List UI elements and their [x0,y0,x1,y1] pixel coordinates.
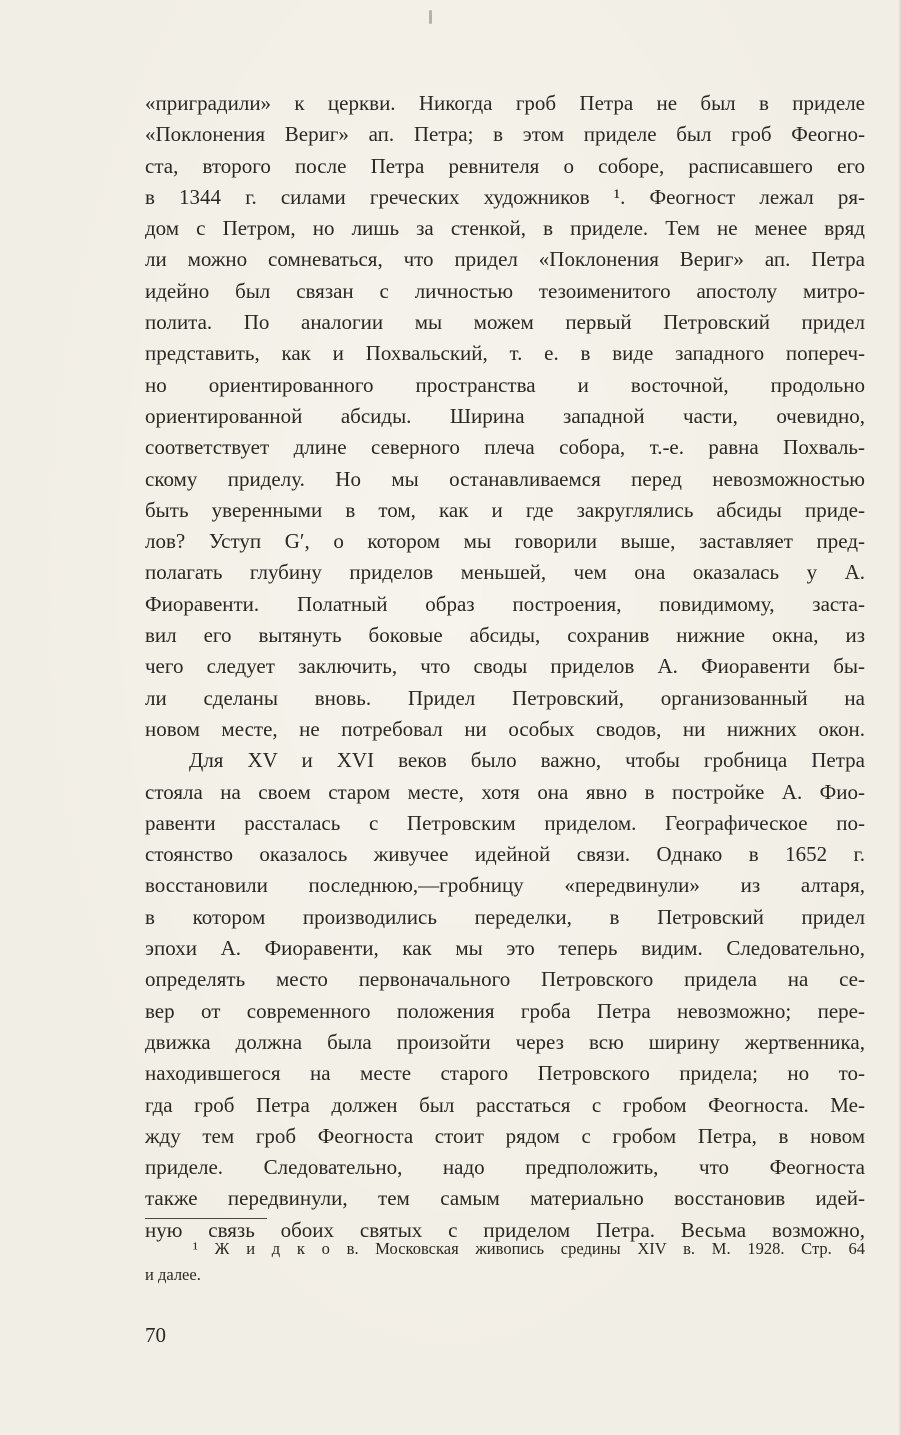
text-line: движка должна была произойти через всю ширину жертвенника, [145,1029,865,1054]
page-number: 70 [145,1323,166,1347]
text-line: приделе. Следовательно, надо предположить, что Феогноста [145,1155,865,1180]
text-line: ориентированной абсиды. Ширина западной части, очевидно, [145,403,865,428]
text-line: Фиоравенти. Полатный образ построения, повидимому, заста- [145,591,865,616]
text-line: ста, второго после Петра ревнителя о соборе, расписавшего его [145,153,865,178]
text-line: ную связь обоих святых с приделом Петра. Весьма возможно, [145,1217,865,1242]
text-line: скому приделу. Но мы останавливаемся перед невозможностью [145,466,865,491]
text-line: эпохи А. Фиоравенти, как мы это теперь видим. Следовательно, [145,936,865,961]
text-line: ли сделаны вновь. Придел Петровский, организованный на [145,685,865,710]
text-line: ли можно сомневаться, что придел «Поклонения Вериг» ап. Петра [145,247,865,272]
text-line: жду тем гроб Феогноста стоит рядом с гробом Петра, в новом [145,1123,865,1148]
text-line: вил его вытянуть боковые абсиды, сохранив нижние окна, из [145,623,865,648]
paper-speck [429,10,432,24]
text-line: стояла на своем старом месте, хотя она явно в постройке А. Фио- [145,779,865,804]
text-line: новом месте, не потребовал ни особых сводов, ни нижних окон. [145,716,865,741]
text-line: чего следует заключить, что своды приделов А. Фиоравенти бы- [145,654,865,679]
text-line: лов? Уступ G′, о котором мы говорили выше, заставляет пред- [145,529,865,554]
text-line: но ориентированного пространства и восточной, продольно [145,372,865,397]
text-line: быть уверенными в том, как и где закруглялись абсиды приде- [145,497,865,522]
text-line: гда гроб Петра должен был расстаться с гробом Феогноста. Ме- [145,1092,865,1117]
text-line: представить, как и Похвальский, т. е. в виде западного попереч- [145,341,865,366]
text-line: соответствует длине северного плеча собора, т.-е. равна Похваль- [145,435,865,460]
text-line: «Поклонения Вериг» ап. Петра; в этом приделе был гроб Феогно- [145,122,865,147]
text-line: дом с Петром, но лишь за стенкой, в приделе. Тем не менее вряд [145,216,865,241]
page-edge-shadow [898,0,902,1435]
text-line: находившегося на месте старого Петровского придела; но то- [145,1061,865,1086]
footnote-line: ¹ Ж и д к о в. Московская живопись средины XIV в. М. 1928. Стр. 64 [193,1239,865,1258]
text-line: полагать глубину приделов меньшей, чем она оказалась у А. [145,560,865,585]
text-line: «приградили» к церкви. Никогда гроб Петра не был в приделе [145,91,865,115]
footnote-separator [145,1218,267,1219]
text-line: идейно был связан с личностью тезоименитого апостолу митро- [145,278,865,303]
text-line: определять место первоначального Петровского придела на се- [145,967,865,992]
text-line: равенти рассталась с Петровским приделом. Географическое по- [145,810,865,835]
text-line: вер от современного положения гроба Петра невозможно; пере- [145,998,865,1023]
text-line: восстановили последнюю,—гробницу «передвинули» из алтаря, [145,873,865,898]
footnote-line: и далее. [145,1265,201,1284]
text-line: стоянство оказалось живучее идейной связи. Однако в 1652 г. [145,842,865,867]
main-text [145,88,865,1246]
text-line: в котором производились переделки, в Петровский придел [145,904,865,929]
text-line: полита. По аналогии мы можем первый Петровский придел [145,310,865,335]
text-line: в 1344 г. силами греческих художников ¹. Феогност лежал ря- [145,184,865,209]
footnote [145,1236,865,1288]
paragraph-start-line: Для XV и XVI веков было важно, чтобы гробница Петра [189,748,865,773]
text-line: также передвинули, тем самым материально восстановив идей- [145,1186,865,1211]
